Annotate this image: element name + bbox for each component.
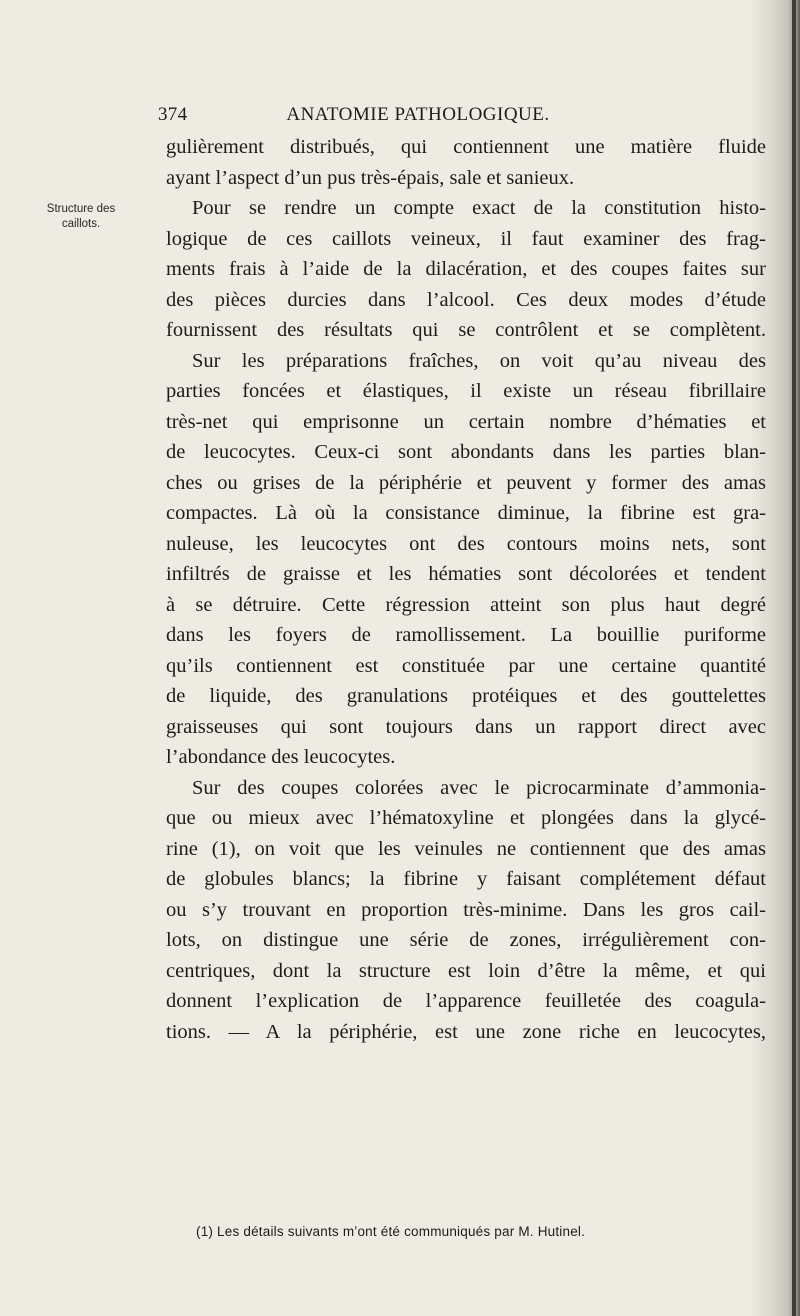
text-line: l’abondance des leucocytes. [166, 746, 396, 768]
text-line: de leucocytes. Ceux-ci sont abondants dans les parties blan- [166, 441, 766, 463]
text-line: que ou mieux avec l’hématoxyline et plongées dans la glycé- [166, 807, 766, 829]
text-line: à se détruire. Cette régression atteint son plus haut degré [166, 593, 766, 616]
text-line: dans les foyers de ramollissement. La bouillie puriforme [166, 624, 766, 646]
page-number: 374 [158, 104, 188, 125]
text-line: très-net qui emprisonne un certain nombre d’hématies et [166, 410, 766, 433]
text-line: infiltrés de graisse et les hématies sont décolorées et tendent [166, 563, 766, 585]
text-line: de globules blancs; la fibrine y faisant complétement défaut [166, 868, 766, 890]
text-line: ou s’y trouvant en proportion très-minime. Dans les gros cail- [166, 898, 766, 921]
running-title: ANATOMIE PATHOLOGIQUE. [286, 104, 550, 125]
text-line: parties foncées et élastiques, il existe un réseau fibrillaire [166, 380, 766, 402]
text-line: tions. — A la périphérie, est une zone riche en leucocytes, [166, 1020, 766, 1043]
text-line: Pour se rendre un compte exact de la constitution histo- [192, 197, 766, 219]
margin-note-line: caillots. [61, 218, 101, 230]
footnote: (1) Les détails suivants m’ont été communiqués par M. Hutinel. [196, 1224, 586, 1239]
body-text [166, 132, 766, 1047]
text-line: des pièces durcies dans l’alcool. Ces deux modes d’étude [166, 288, 766, 311]
text-line: fournissent des résultats qui se contrôlent et se complètent. [166, 319, 766, 341]
margin-note-line: Structure des [46, 203, 116, 215]
text-line: gulièrement distribués, qui contiennent une matière fluide [166, 136, 766, 158]
text-line: donnent l’explication de l’apparence feuilletée des coagula- [166, 990, 766, 1012]
text-line: de liquide, des granulations protéiques et des gouttelettes [166, 685, 766, 707]
text-line: lots, on distingue une série de zones, irrégulièrement con- [166, 929, 766, 951]
text-line: compactes. Là où la consistance diminue, la fibrine est gra- [166, 502, 766, 524]
text-line: centriques, dont la structure est loin d’être la même, et qui [166, 959, 766, 982]
text-line: ayant l’aspect d’un pus très-épais, sale et sanieux. [166, 166, 575, 189]
text-line: Sur des coupes colorées avec le picrocarminate d’ammonia- [192, 776, 766, 799]
page-header [158, 104, 766, 130]
binding-edge [792, 0, 796, 1316]
text-line: qu’ils contiennent est constituée par une certaine quantité [166, 654, 766, 677]
margin-note [28, 202, 134, 232]
text-line: rine (1), on voit que les veinules ne contiennent que des amas [166, 837, 766, 860]
text-line: logique de ces caillots veineux, il faut examiner des frag- [166, 227, 766, 250]
text-line: ches ou grises de la périphérie et peuvent y former des amas [166, 471, 766, 494]
text-line: Sur les préparations fraîches, on voit qu’au niveau des [192, 349, 766, 372]
text-line: graisseuses qui sont toujours dans un rapport direct avec [166, 715, 766, 738]
text-line: nuleuse, les leucocytes ont des contours moins nets, sont [166, 532, 766, 555]
text-line: ments frais à l’aide de la dilacération, et des coupes faites sur [166, 258, 766, 280]
